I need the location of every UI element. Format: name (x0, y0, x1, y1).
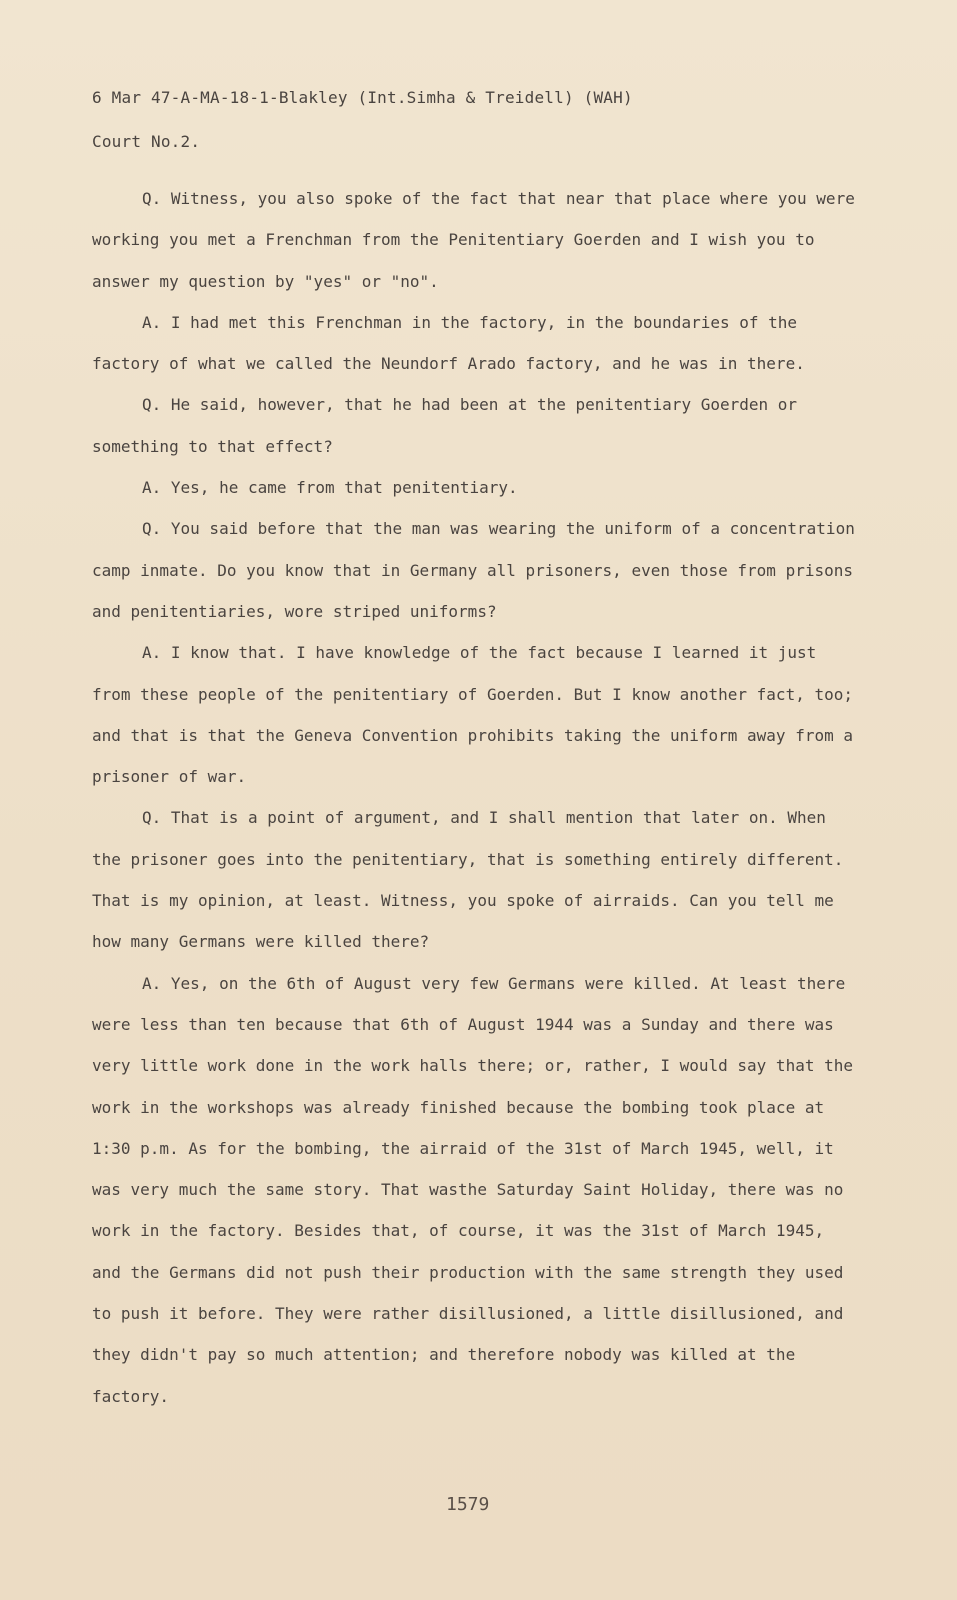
transcript-paragraph-q1: Q. Witness, you also spoke of the fact that near that place where you were working you met a Frenchman from the Penitentiary Goerden and I wish you to answer my question by "yes" or "no". (92, 189, 855, 291)
transcript-paragraph-q4: Q. That is a point of argument, and I shall mention that later on. When the prisoner goes into the penitentiary, that is something entirely different. That is my opinion, at least. Witness, you spoke of airraids. Can you tell me how many Germans were killed there? (92, 808, 844, 952)
header-reference: 6 Mar 47-A-MA-18-1-Blakley (Int.Simha & Treidell) (WAH) (92, 88, 633, 107)
transcript-paragraph-a4: A. Yes, on the 6th of August very few Germans were killed. At least there were less than ten because that 6th of August 1944 was a Sunday and there was very little work done in the work halls there; or, rather, I would say that the work in the workshops was already finished because the bombing took place at 1:30 p.m. As for the bombing, the airraid of the 31st of March 1945, well, it was very much the same story. That wasthe Saturday Saint Holiday, there was no work in the factory. Besides that, of course, it was the 31st of March 1945, and the Germans did not push their production with the same strength they used to push it before. They were rather disillusioned, a little disillusioned, and they didn't pay so much attention; and therefore nobody was killed at the factory. (92, 973, 853, 1406)
header-court: Court No.2. (92, 132, 201, 151)
page-number: 1579 (446, 1494, 490, 1515)
transcript-body (92, 178, 860, 1417)
transcript-paragraph-q2: Q. He said, however, that he had been at the penitentiary Goerden or something to that effect? (92, 395, 798, 456)
transcript-paragraph-a1: A. I had met this Frenchman in the factory, in the boundaries of the factory of what we called the Neundorf Arado factory, and he was in there. (92, 312, 805, 374)
transcript-paragraph-q3: Q. You said before that the man was wearing the uniform of a concentration camp inmate. Do you know that in Germany all prisoners, even those from prisons and penitentiaries, wore striped uniforms? (92, 519, 855, 621)
transcript-paragraph-a2: A. Yes, he came from that penitentiary. (142, 478, 518, 498)
transcript-paragraph-a3: A. I know that. I have knowledge of the fact because I learned it just from these people of the penitentiary of Goerden. But I know another fact, too; and that is that the Geneva Convention prohibits taking the uniform away from a prisoner of war. (92, 643, 853, 787)
